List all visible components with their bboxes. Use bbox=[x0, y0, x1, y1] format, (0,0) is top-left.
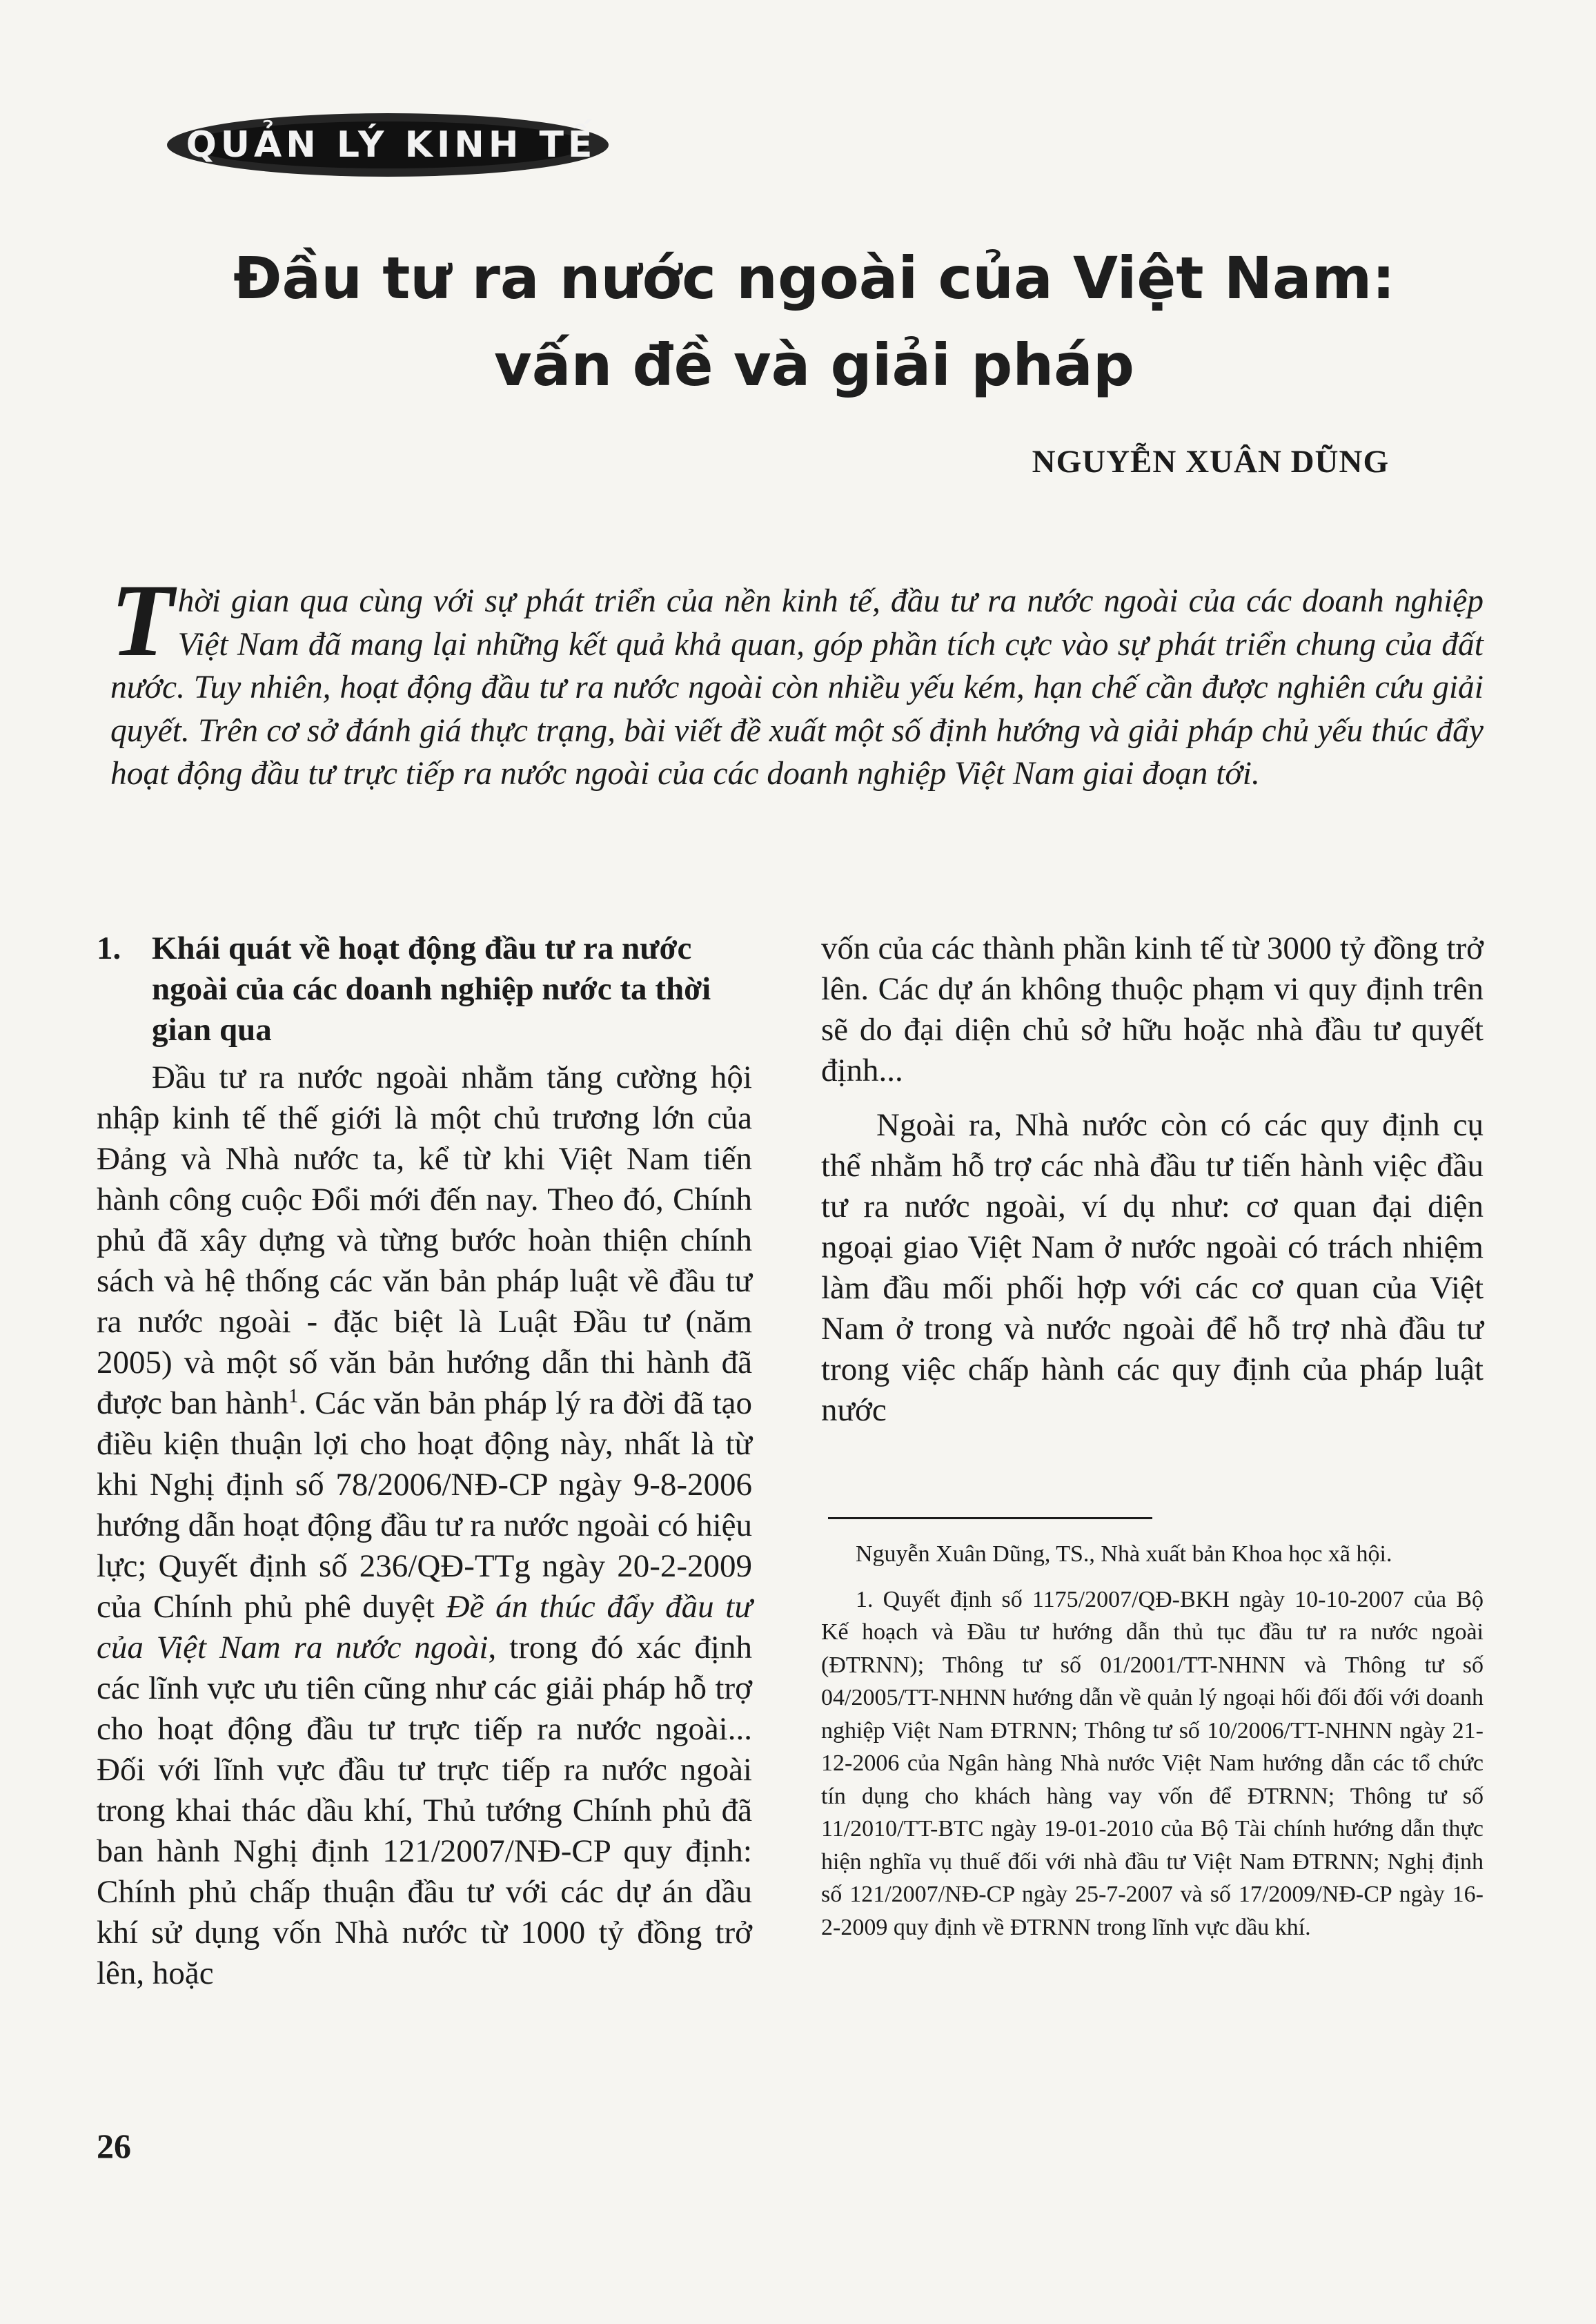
right-column bbox=[821, 928, 1484, 1431]
left-paragraph-text-1: Đầu tư ra nước ngoài nhằm tăng cường hội nhập kinh tế thế giới là một chủ trương lớn của Đảng và Nhà nước ta, kể từ khi Việt Nam tiến hành công cuộc Đổi mới đến nay. Theo đó, Chính phủ đã xây dựng và từng bước hoàn thiện chính sách và hệ thống các văn bản pháp luật về đầu tư ra nước ngoài - đặc biệt là Luật Đầu tư (năm 2005) và một số văn bản hướng dẫn thi hành đã được ban hành bbox=[97, 1060, 752, 1421]
footnote-1: 1. Quyết định số 1175/2007/QĐ-BKH ngày 10-10-2007 của Bộ Kế hoạch và Đầu tư hướng dẫn thủ tục đầu tư ra nước ngoài (ĐTRNN); Thông tư số 01/2001/TT-NHNN và Thông tư số 04/2005/TT-NHNN hướng dẫn về quản lý ngoại hối đối đối với doanh nghiệp Việt Nam ĐTRNN; Thông tư số 10/2006/TT-NHNN ngày 21-12-2006 của Ngân hàng Nhà nước Việt Nam hướng dẫn các tổ chức tín dụng cho khách hàng vay vốn để ĐTRNN; Thông tư số 11/2010/TT-BTC ngày 19-01-2010 của Bộ Tài chính hướng dẫn thực hiện nghĩa vụ thuế đối với nhà đầu tư Việt Nam ĐTRNN; Nghị định số 121/2007/NĐ-CP ngày 25-7-2007 và số 17/2009/NĐ-CP ngày 16-2-2009 quy định về ĐTRNN trong lĩnh vực dầu khí. bbox=[821, 1586, 1484, 1940]
footnote-divider bbox=[828, 1517, 1152, 1519]
article-title-line-1: Đầu tư ra nước ngoài của Việt Nam: bbox=[233, 244, 1395, 312]
article-title bbox=[138, 235, 1490, 409]
abstract bbox=[110, 563, 1484, 796]
section-label: QUẢN LÝ KINH TẾ bbox=[186, 124, 597, 166]
left-paragraph bbox=[97, 1057, 752, 1994]
abstract-text: hời gian qua cùng với sự phát triển của nền kinh tế, đầu tư ra nước ngoài của các doanh nghiệp Việt Nam đã mang lại những kết quả khả quan, góp phần tích cực vào sự phát triển chung của đất nước. Tuy nhiên, hoạt động đầu tư ra nước ngoài còn nhiều yếu kém, hạn chế cần được nghiên cứu giải quyết. Trên cơ sở đánh giá thực trạng, bài viết đề xuất một số định hướng và giải pháp chủ yếu thúc đẩy hoạt động đầu tư trực tiếp ra nước ngoài của các doanh nghiệp Việt Nam giai đoạn tới. bbox=[110, 583, 1484, 792]
abstract-dropcap: T bbox=[110, 563, 174, 678]
article-title-line-2: vấn đề và giải pháp bbox=[494, 331, 1134, 399]
right-paragraph-2: Ngoài ra, Nhà nước còn có các quy định cụ thể nhằm hỗ trợ các nhà đầu tư tiến hành việc đầu tư ra nước ngoài, ví dụ như: cơ quan đại diện ngoại giao Việt Nam ở nước ngoài có trách nhiệm làm đầu mối phối hợp với các cơ quan của Việt Nam ở trong và nước ngoài để hỗ trợ nhà đầu tư trong việc chấp hành các quy định của pháp luật nước bbox=[821, 1107, 1484, 1428]
section-number: 1. bbox=[97, 930, 121, 966]
page-number: 26 bbox=[97, 2127, 131, 2165]
left-column bbox=[97, 928, 752, 1994]
section-heading bbox=[97, 928, 752, 1051]
author-name: NGUYỄN XUÂN DŨNG bbox=[1032, 444, 1389, 480]
left-paragraph-text-3: , trong đó xác định các lĩnh vực ưu tiên cũng như các giải pháp hỗ trợ cho hoạt động đầu tư trực tiếp ra nước ngoài... Đối với lĩnh vực đầu tư trực tiếp ra nước ngoài trong khai thác dầu khí, Thủ tướng Chính phủ đã ban hành Nghị định 121/2007/NĐ-CP quy định: Chính phủ chấp thuận đầu tư với các dự án dầu khí sử dụng vốn Nhà nước từ 1000 tỷ đồng trở lên, hoặc bbox=[97, 1630, 752, 1991]
footnote-ref: 1 bbox=[288, 1385, 299, 1407]
section-heading-text: Khái quát về hoạt động đầu tư ra nước ngoài của các doanh nghiệp nước ta thời gian qua bbox=[152, 930, 711, 1048]
left-paragraph-italic: Đề án thúc đẩy đầu tư của Việt Nam ra nước ngoài bbox=[97, 1589, 752, 1666]
footnotes bbox=[821, 1538, 1484, 1944]
footnote-author: Nguyễn Xuân Dũng, TS., Nhà xuất bản Khoa học xã hội. bbox=[856, 1541, 1392, 1567]
left-paragraph-text-2: . Các văn bản pháp lý ra đời đã tạo điều kiện thuận lợi cho hoạt động này, nhất là từ khi Nghị định số 78/2006/NĐ-CP ngày 9-8-2006 hướng dẫn hoạt động đầu tư ra nước ngoài có hiệu lực; Quyết định số 236/QĐ-TTg ngày 20-2-2009 của Chính phủ phê duyệt bbox=[97, 1385, 752, 1625]
section-badge bbox=[160, 104, 615, 186]
right-paragraph-1: vốn của các thành phần kinh tế từ 3000 tỷ đồng trở lên. Các dự án không thuộc phạm vi quy định trên sẽ do đại diện chủ sở hữu hoặc nhà đầu tư quyết định... bbox=[821, 930, 1484, 1088]
